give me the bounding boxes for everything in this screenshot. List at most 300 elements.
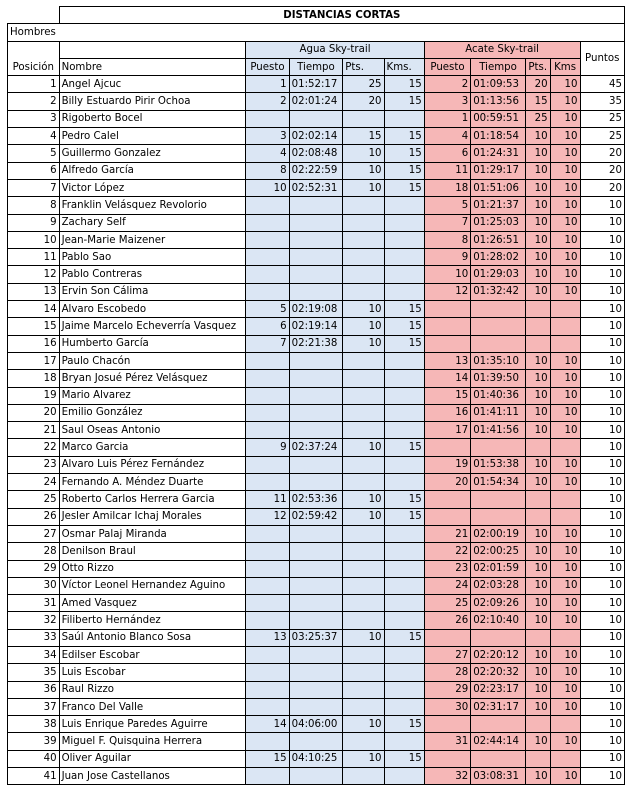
cell-race1-pts bbox=[343, 404, 384, 421]
cell-race2-tiempo: 02:20:32 bbox=[471, 664, 526, 681]
cell-posicion: 16 bbox=[8, 335, 60, 352]
cell-race1-puesto bbox=[246, 197, 289, 214]
cell-nombre: Osmar Palaj Miranda bbox=[59, 525, 246, 542]
cell-race1-kms bbox=[384, 646, 424, 663]
cell-race2-tiempo: 01:29:03 bbox=[471, 266, 526, 283]
cell-race1-pts bbox=[343, 577, 384, 594]
cell-race2-pts: 10 bbox=[525, 595, 550, 612]
cell-race2-puesto bbox=[424, 439, 470, 456]
cell-race1-puesto: 1 bbox=[246, 76, 289, 93]
cell-race2-puesto: 20 bbox=[424, 474, 470, 491]
cell-puntos: 10 bbox=[580, 301, 624, 318]
cell-race2-pts bbox=[525, 335, 550, 352]
table-row bbox=[8, 128, 625, 145]
cell-race2-tiempo bbox=[471, 508, 526, 525]
cell-race1-pts bbox=[343, 231, 384, 248]
cell-posicion: 10 bbox=[8, 231, 60, 248]
cell-race2-kms: 10 bbox=[550, 768, 580, 785]
cell-posicion: 40 bbox=[8, 750, 60, 767]
cell-posicion: 20 bbox=[8, 404, 60, 421]
cell-race2-pts: 10 bbox=[525, 525, 550, 542]
cell-race1-kms: 15 bbox=[384, 128, 424, 145]
cell-nombre: Denilson Braul bbox=[59, 543, 246, 560]
cell-race2-kms: 10 bbox=[550, 698, 580, 715]
cell-race2-pts bbox=[525, 491, 550, 508]
cell-race1-tiempo: 02:08:48 bbox=[289, 145, 343, 162]
cell-race2-pts: 10 bbox=[525, 162, 550, 179]
cell-nombre: Victor López bbox=[59, 179, 246, 196]
cell-puntos: 10 bbox=[580, 750, 624, 767]
cell-race1-kms bbox=[384, 560, 424, 577]
table-row bbox=[8, 387, 625, 404]
cell-race2-kms: 10 bbox=[550, 76, 580, 93]
cell-nombre: Angel Ajcuc bbox=[59, 76, 246, 93]
cell-race1-tiempo: 02:37:24 bbox=[289, 439, 343, 456]
cell-puntos: 10 bbox=[580, 404, 624, 421]
cell-race1-tiempo bbox=[289, 698, 343, 715]
cell-race2-puesto: 1 bbox=[424, 110, 470, 127]
table-row bbox=[8, 301, 625, 318]
cell-nombre: Zachary Self bbox=[59, 214, 246, 231]
cell-nombre: Guillermo Gonzalez bbox=[59, 145, 246, 162]
cell-race1-tiempo bbox=[289, 612, 343, 629]
cell-posicion: 22 bbox=[8, 439, 60, 456]
cell-posicion: 23 bbox=[8, 456, 60, 473]
cell-race2-pts: 10 bbox=[525, 612, 550, 629]
cell-race1-puesto bbox=[246, 595, 289, 612]
cell-race2-puesto: 6 bbox=[424, 145, 470, 162]
table-row bbox=[8, 352, 625, 369]
cell-race2-pts: 10 bbox=[525, 768, 550, 785]
results-table bbox=[7, 6, 625, 785]
cell-race1-kms bbox=[384, 768, 424, 785]
cell-race2-pts bbox=[525, 508, 550, 525]
cell-puntos: 10 bbox=[580, 335, 624, 352]
header-posicion: Posición bbox=[8, 41, 60, 76]
table-row bbox=[8, 110, 625, 127]
cell-race2-pts bbox=[525, 629, 550, 646]
cell-posicion: 12 bbox=[8, 266, 60, 283]
cell-nombre: Miguel F. Quisquina Herrera bbox=[59, 733, 246, 750]
cell-puntos: 10 bbox=[580, 266, 624, 283]
cell-race2-kms bbox=[550, 716, 580, 733]
cell-race2-pts: 10 bbox=[525, 128, 550, 145]
cell-race1-puesto: 13 bbox=[246, 629, 289, 646]
cell-race2-tiempo: 01:51:06 bbox=[471, 179, 526, 196]
cell-puntos: 10 bbox=[580, 352, 624, 369]
cell-race1-tiempo: 04:06:00 bbox=[289, 716, 343, 733]
cell-puntos: 10 bbox=[580, 474, 624, 491]
cell-race2-puesto bbox=[424, 335, 470, 352]
cell-race2-tiempo: 01:26:51 bbox=[471, 231, 526, 248]
cell-race1-kms: 15 bbox=[384, 93, 424, 110]
cell-posicion: 14 bbox=[8, 301, 60, 318]
table-row bbox=[8, 491, 625, 508]
cell-race1-tiempo: 02:02:14 bbox=[289, 128, 343, 145]
cell-race1-pts: 10 bbox=[343, 491, 384, 508]
cell-race1-pts: 10 bbox=[343, 439, 384, 456]
cell-race1-puesto: 5 bbox=[246, 301, 289, 318]
cell-race1-tiempo bbox=[289, 733, 343, 750]
cell-race2-puesto bbox=[424, 629, 470, 646]
cell-posicion: 24 bbox=[8, 474, 60, 491]
cell-race1-pts bbox=[343, 664, 384, 681]
cell-race1-puesto bbox=[246, 283, 289, 300]
cell-race1-kms: 15 bbox=[384, 439, 424, 456]
cell-race2-puesto: 21 bbox=[424, 525, 470, 542]
cell-puntos: 10 bbox=[580, 646, 624, 663]
cell-race2-kms bbox=[550, 335, 580, 352]
cell-posicion: 31 bbox=[8, 595, 60, 612]
cell-race2-puesto: 16 bbox=[424, 404, 470, 421]
cell-nombre: Filiberto Hernández bbox=[59, 612, 246, 629]
cell-race2-pts: 10 bbox=[525, 664, 550, 681]
cell-race2-puesto: 14 bbox=[424, 370, 470, 387]
cell-race1-puesto bbox=[246, 266, 289, 283]
cell-race2-kms: 10 bbox=[550, 733, 580, 750]
cell-puntos: 10 bbox=[580, 456, 624, 473]
cell-race2-kms: 10 bbox=[550, 179, 580, 196]
cell-race1-tiempo bbox=[289, 560, 343, 577]
cell-puntos: 25 bbox=[580, 128, 624, 145]
cell-race1-tiempo bbox=[289, 664, 343, 681]
cell-race1-pts bbox=[343, 249, 384, 266]
cell-race2-puesto: 18 bbox=[424, 179, 470, 196]
cell-race2-puesto: 3 bbox=[424, 93, 470, 110]
cell-race1-tiempo: 02:22:59 bbox=[289, 162, 343, 179]
cell-race1-pts bbox=[343, 681, 384, 698]
header-race2-tiempo: Tiempo bbox=[471, 58, 526, 75]
cell-race2-kms: 10 bbox=[550, 646, 580, 663]
cell-race1-kms bbox=[384, 249, 424, 266]
cell-race1-pts bbox=[343, 646, 384, 663]
cell-nombre: Paulo Chacón bbox=[59, 352, 246, 369]
cell-puntos: 10 bbox=[580, 214, 624, 231]
cell-race1-kms bbox=[384, 543, 424, 560]
table-row bbox=[8, 370, 625, 387]
cell-race2-tiempo: 02:20:12 bbox=[471, 646, 526, 663]
cell-race1-puesto: 12 bbox=[246, 508, 289, 525]
cell-race1-pts: 10 bbox=[343, 508, 384, 525]
cell-puntos: 10 bbox=[580, 387, 624, 404]
cell-race1-pts bbox=[343, 595, 384, 612]
cell-race2-pts: 10 bbox=[525, 560, 550, 577]
cell-race1-puesto: 4 bbox=[246, 145, 289, 162]
cell-nombre: Franco Del Valle bbox=[59, 698, 246, 715]
cell-race2-pts: 10 bbox=[525, 283, 550, 300]
cell-nombre: Edilser Escobar bbox=[59, 646, 246, 663]
cell-race1-tiempo bbox=[289, 110, 343, 127]
cell-race1-puesto: 3 bbox=[246, 128, 289, 145]
cell-race2-pts bbox=[525, 439, 550, 456]
cell-race1-pts bbox=[343, 370, 384, 387]
cell-race1-puesto bbox=[246, 733, 289, 750]
cell-race2-kms: 10 bbox=[550, 595, 580, 612]
cell-race2-puesto: 10 bbox=[424, 266, 470, 283]
table-row bbox=[8, 231, 625, 248]
cell-race2-tiempo: 01:29:17 bbox=[471, 162, 526, 179]
cell-race1-pts: 20 bbox=[343, 93, 384, 110]
cell-race1-tiempo bbox=[289, 768, 343, 785]
cell-posicion: 39 bbox=[8, 733, 60, 750]
cell-race1-kms bbox=[384, 733, 424, 750]
cell-race1-puesto bbox=[246, 543, 289, 560]
cell-nombre: Franklin Velásquez Revolorio bbox=[59, 197, 246, 214]
cell-race2-kms: 10 bbox=[550, 456, 580, 473]
cell-nombre: Mario Alvarez bbox=[59, 387, 246, 404]
cell-puntos: 10 bbox=[580, 283, 624, 300]
cell-nombre: Alfredo García bbox=[59, 162, 246, 179]
cell-race1-puesto bbox=[246, 110, 289, 127]
table-row bbox=[8, 283, 625, 300]
cell-race1-kms bbox=[384, 110, 424, 127]
cell-race1-kms bbox=[384, 474, 424, 491]
cell-race1-tiempo bbox=[289, 577, 343, 594]
cell-race1-kms: 15 bbox=[384, 508, 424, 525]
cell-race1-puesto: 7 bbox=[246, 335, 289, 352]
cell-race1-tiempo bbox=[289, 370, 343, 387]
cell-race1-kms: 15 bbox=[384, 750, 424, 767]
table-row bbox=[8, 750, 625, 767]
cell-race2-tiempo bbox=[471, 716, 526, 733]
cell-race2-pts: 10 bbox=[525, 681, 550, 698]
cell-race2-puesto bbox=[424, 491, 470, 508]
cell-race2-kms bbox=[550, 439, 580, 456]
cell-race1-tiempo bbox=[289, 249, 343, 266]
cell-race2-tiempo: 01:32:42 bbox=[471, 283, 526, 300]
cell-race1-kms: 15 bbox=[384, 318, 424, 335]
cell-race2-kms bbox=[550, 491, 580, 508]
cell-race2-tiempo: 02:03:28 bbox=[471, 577, 526, 594]
cell-race2-kms: 10 bbox=[550, 664, 580, 681]
cell-posicion: 18 bbox=[8, 370, 60, 387]
cell-puntos: 10 bbox=[580, 525, 624, 542]
header-race1-pts: Pts. bbox=[343, 58, 384, 75]
cell-posicion: 7 bbox=[8, 179, 60, 196]
table-row bbox=[8, 577, 625, 594]
table-row bbox=[8, 629, 625, 646]
cell-race1-pts: 10 bbox=[343, 335, 384, 352]
cell-race1-pts bbox=[343, 560, 384, 577]
cell-nombre: Saul Oseas Antonio bbox=[59, 422, 246, 439]
cell-race2-tiempo: 01:25:03 bbox=[471, 214, 526, 231]
header-nombre: Nombre bbox=[59, 58, 246, 75]
cell-race2-kms: 10 bbox=[550, 474, 580, 491]
header-puntos: Puntos bbox=[580, 41, 624, 76]
cell-race1-kms bbox=[384, 197, 424, 214]
cell-puntos: 10 bbox=[580, 231, 624, 248]
cell-race1-kms bbox=[384, 266, 424, 283]
cell-race1-pts bbox=[343, 387, 384, 404]
cell-race2-pts: 10 bbox=[525, 370, 550, 387]
cell-race1-pts bbox=[343, 612, 384, 629]
cell-race2-kms: 10 bbox=[550, 404, 580, 421]
cell-race2-puesto: 31 bbox=[424, 733, 470, 750]
cell-race2-kms: 10 bbox=[550, 577, 580, 594]
cell-race1-kms: 15 bbox=[384, 335, 424, 352]
cell-race1-puesto: 15 bbox=[246, 750, 289, 767]
cell-race1-puesto: 14 bbox=[246, 716, 289, 733]
cell-posicion: 19 bbox=[8, 387, 60, 404]
cell-race2-pts: 10 bbox=[525, 543, 550, 560]
cell-race1-pts bbox=[343, 768, 384, 785]
cell-nombre: Rigoberto Bocel bbox=[59, 110, 246, 127]
cell-race2-puesto: 12 bbox=[424, 283, 470, 300]
cell-race2-pts: 15 bbox=[525, 93, 550, 110]
cell-race2-pts: 10 bbox=[525, 456, 550, 473]
cell-nombre: Otto Rizzo bbox=[59, 560, 246, 577]
cell-puntos: 10 bbox=[580, 439, 624, 456]
cell-race2-pts bbox=[525, 750, 550, 767]
results-sheet bbox=[7, 6, 625, 785]
cell-race1-kms: 15 bbox=[384, 629, 424, 646]
cell-race1-pts bbox=[343, 197, 384, 214]
table-row bbox=[8, 456, 625, 473]
cell-race2-tiempo: 02:23:17 bbox=[471, 681, 526, 698]
cell-race2-tiempo bbox=[471, 491, 526, 508]
header-race1: Agua Sky-trail bbox=[246, 41, 424, 58]
cell-race2-tiempo: 01:40:36 bbox=[471, 387, 526, 404]
cell-race2-kms: 10 bbox=[550, 422, 580, 439]
cell-race1-tiempo bbox=[289, 387, 343, 404]
cell-race2-kms: 10 bbox=[550, 266, 580, 283]
cell-race1-pts: 15 bbox=[343, 128, 384, 145]
cell-race2-pts: 10 bbox=[525, 249, 550, 266]
cell-race2-tiempo bbox=[471, 750, 526, 767]
cell-race1-pts bbox=[343, 422, 384, 439]
cell-race1-kms: 15 bbox=[384, 162, 424, 179]
cell-puntos: 10 bbox=[580, 491, 624, 508]
cell-race1-pts bbox=[343, 456, 384, 473]
cell-race1-kms bbox=[384, 214, 424, 231]
cell-nombre: Jesler Amilcar Ichaj Morales bbox=[59, 508, 246, 525]
cell-posicion: 13 bbox=[8, 283, 60, 300]
cell-race2-pts bbox=[525, 301, 550, 318]
table-row bbox=[8, 422, 625, 439]
cell-race1-puesto: 6 bbox=[246, 318, 289, 335]
cell-race2-pts: 10 bbox=[525, 387, 550, 404]
header-race2: Acate Sky-trail bbox=[424, 41, 580, 58]
cell-race2-tiempo: 00:59:51 bbox=[471, 110, 526, 127]
header-blank bbox=[59, 41, 246, 58]
cell-race2-pts: 10 bbox=[525, 352, 550, 369]
cell-nombre: Pablo Sao bbox=[59, 249, 246, 266]
cell-puntos: 10 bbox=[580, 197, 624, 214]
cell-posicion: 25 bbox=[8, 491, 60, 508]
cell-posicion: 35 bbox=[8, 664, 60, 681]
cell-race2-puesto: 19 bbox=[424, 456, 470, 473]
cell-race2-tiempo: 02:31:17 bbox=[471, 698, 526, 715]
cell-posicion: 30 bbox=[8, 577, 60, 594]
cell-race1-puesto bbox=[246, 560, 289, 577]
cell-race2-tiempo bbox=[471, 318, 526, 335]
cell-posicion: 17 bbox=[8, 352, 60, 369]
table-row bbox=[8, 266, 625, 283]
cell-race2-tiempo: 01:54:34 bbox=[471, 474, 526, 491]
table-row bbox=[8, 145, 625, 162]
table-row bbox=[8, 214, 625, 231]
cell-nombre: Fernando A. Méndez Duarte bbox=[59, 474, 246, 491]
cell-puntos: 10 bbox=[580, 543, 624, 560]
cell-race2-puesto: 25 bbox=[424, 595, 470, 612]
table-row bbox=[8, 318, 625, 335]
cell-race1-tiempo: 02:53:36 bbox=[289, 491, 343, 508]
cell-nombre: Roberto Carlos Herrera Garcia bbox=[59, 491, 246, 508]
cell-race2-puesto: 4 bbox=[424, 128, 470, 145]
cell-race2-tiempo: 01:39:50 bbox=[471, 370, 526, 387]
cell-race1-tiempo bbox=[289, 543, 343, 560]
cell-race1-kms bbox=[384, 595, 424, 612]
cell-race1-puesto: 8 bbox=[246, 162, 289, 179]
cell-race2-kms bbox=[550, 750, 580, 767]
cell-race1-tiempo: 02:21:38 bbox=[289, 335, 343, 352]
cell-race2-tiempo bbox=[471, 301, 526, 318]
cell-race2-tiempo: 02:00:19 bbox=[471, 525, 526, 542]
cell-race2-tiempo bbox=[471, 439, 526, 456]
cell-puntos: 10 bbox=[580, 560, 624, 577]
cell-race2-tiempo: 03:08:31 bbox=[471, 768, 526, 785]
cell-race1-puesto bbox=[246, 612, 289, 629]
cell-race1-puesto bbox=[246, 387, 289, 404]
cell-race2-kms: 10 bbox=[550, 128, 580, 145]
cell-race1-puesto bbox=[246, 422, 289, 439]
cell-race1-kms bbox=[384, 422, 424, 439]
cell-puntos: 10 bbox=[580, 422, 624, 439]
cell-race1-kms bbox=[384, 681, 424, 698]
cell-race2-pts: 10 bbox=[525, 214, 550, 231]
cell-race1-puesto bbox=[246, 370, 289, 387]
cell-race1-tiempo: 04:10:25 bbox=[289, 750, 343, 767]
header-race2-puesto: Puesto bbox=[424, 58, 470, 75]
cell-race2-puesto: 5 bbox=[424, 197, 470, 214]
cell-race2-kms bbox=[550, 629, 580, 646]
cell-race1-kms: 15 bbox=[384, 179, 424, 196]
cell-race2-puesto: 15 bbox=[424, 387, 470, 404]
cell-race2-puesto: 2 bbox=[424, 76, 470, 93]
cell-race2-tiempo: 01:13:56 bbox=[471, 93, 526, 110]
cell-race2-tiempo: 02:00:25 bbox=[471, 543, 526, 560]
cell-race2-kms: 10 bbox=[550, 145, 580, 162]
cell-race1-kms: 15 bbox=[384, 76, 424, 93]
cell-puntos: 10 bbox=[580, 508, 624, 525]
cell-race1-kms bbox=[384, 612, 424, 629]
cell-puntos: 10 bbox=[580, 733, 624, 750]
cell-race2-kms: 10 bbox=[550, 197, 580, 214]
cell-race2-kms: 10 bbox=[550, 370, 580, 387]
cell-puntos: 35 bbox=[580, 93, 624, 110]
cell-race2-pts: 10 bbox=[525, 474, 550, 491]
table-row bbox=[8, 249, 625, 266]
cell-race1-tiempo bbox=[289, 266, 343, 283]
cell-race1-pts bbox=[343, 283, 384, 300]
cell-race1-tiempo bbox=[289, 231, 343, 248]
cell-race2-puesto bbox=[424, 750, 470, 767]
cell-nombre: Oliver Aguilar bbox=[59, 750, 246, 767]
cell-posicion: 5 bbox=[8, 145, 60, 162]
cell-race1-tiempo bbox=[289, 456, 343, 473]
cell-race2-kms: 10 bbox=[550, 231, 580, 248]
cell-race1-puesto: 9 bbox=[246, 439, 289, 456]
cell-posicion: 28 bbox=[8, 543, 60, 560]
cell-posicion: 9 bbox=[8, 214, 60, 231]
cell-race1-tiempo: 01:52:17 bbox=[289, 76, 343, 93]
cell-race1-pts: 10 bbox=[343, 145, 384, 162]
cell-race2-kms: 10 bbox=[550, 352, 580, 369]
cell-race1-pts: 10 bbox=[343, 629, 384, 646]
cell-posicion: 34 bbox=[8, 646, 60, 663]
cell-race2-puesto: 9 bbox=[424, 249, 470, 266]
cell-posicion: 32 bbox=[8, 612, 60, 629]
